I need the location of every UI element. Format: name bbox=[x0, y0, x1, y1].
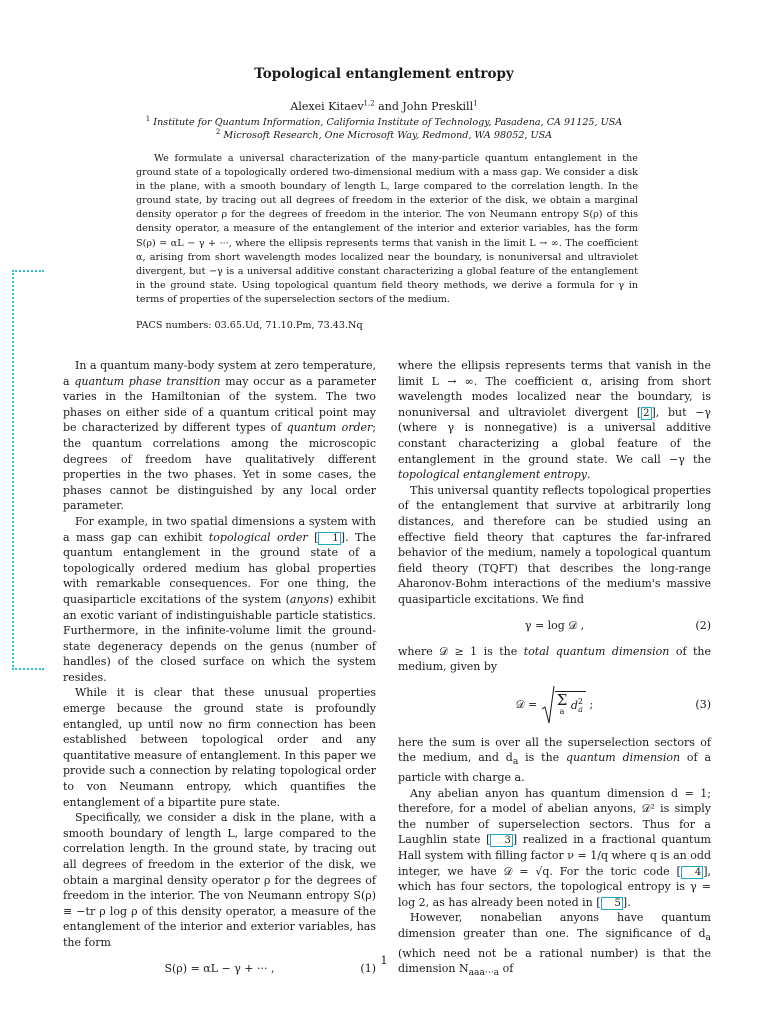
emphasis: quantum phase transition bbox=[74, 374, 221, 388]
text-run: may occur as a parameter varies in the Hamiltonian of the system. The two phases on either side of a quantum critical point may be characterized by different types of bbox=[63, 374, 377, 435]
paragraph: Specifically, we consider a disk in the plane, with a smooth boundary of length L, large compared to the correlation length. In the ground state, by tracing out all degrees of freedom in the exterior of the disk, we obtain a marginal density operator ρ for the degrees of freedom in the interior. The von Neumann entropy S(ρ) ≡ −tr ρ log ρ of this density operator, a measure of the entanglement of the interior and exterior variables, has the form bbox=[63, 811, 376, 949]
text-run: is the bbox=[518, 751, 567, 765]
equation-lhs: 𝒟 = bbox=[515, 697, 538, 711]
text-run: realized in a fractional quantum Hall system with filling factor ν = 1/q where q is an odd integer, we have 𝒟 = √q. For the toric code bbox=[398, 833, 711, 878]
text-run: However, nonabelian anyons have quantum dimension greater than one. The significance of d bbox=[398, 911, 711, 940]
radical-sign-icon bbox=[541, 685, 555, 725]
text-run: In a quantum many-body system at zero temperature, a bbox=[63, 359, 376, 388]
text-run: of a particle with charge a. bbox=[398, 751, 712, 785]
left-column bbox=[63, 358, 376, 987]
paper-title: Topological entanglement entropy bbox=[254, 66, 514, 82]
sum-symbol: Σ bbox=[556, 691, 568, 710]
equation-2 bbox=[398, 608, 711, 644]
sum-term: d bbox=[570, 699, 578, 713]
equation-3 bbox=[398, 675, 711, 735]
citation-link[interactable]: 3 bbox=[490, 834, 512, 847]
affiliation-2-sup: 2 bbox=[215, 127, 221, 136]
square-root bbox=[541, 685, 586, 725]
text-run: , but −γ (where γ is nonnegative) is a universal additive constant characterizing a global feature of the entanglement in the ground state. We call −γ the bbox=[398, 405, 712, 466]
subscript: aaa···a bbox=[468, 967, 500, 979]
text-run: of the medium, given by bbox=[398, 644, 711, 674]
equation-body: γ = log 𝒟 , bbox=[524, 618, 585, 632]
text-run: . bbox=[627, 895, 631, 909]
right-column bbox=[398, 358, 711, 981]
affiliation-2-text: Microsoft Research, One Microsoft Way, Redmond, WA 98052, USA bbox=[223, 130, 553, 141]
emphasis: total quantum dimension bbox=[523, 644, 670, 658]
text-run: ) exhibit an exotic variant of indistinguishable particle statistics. Furthermore, in the infinite-volume limit the ground-state degeneracy depends on the genus (number of handles) of the closed surface on which the system resides. bbox=[63, 592, 377, 684]
text-run: ; the quantum correlations among the microscopic degrees of freedom have qualitatively different properties in the two phases. Yet in some cases, the phases cannot be distinguished by any local order parameter. bbox=[63, 421, 376, 513]
paragraph: For example, in two spatial dimensions a system with a mass gap can exhibit topological order [ 1 ]. The quantum entanglement in the ground state of a topologically ordered medium has global properties with remarkable consequences. For one thing, the quasiparticle excitations of the system (anyons) exhibit an exotic variant of indistinguishable particle statistics. Furthermore, in the infinite-volume limit the ground-state degeneracy depends on the genus (number of handles) of the closed surface on which the system resides. bbox=[63, 514, 377, 684]
term-superscript: 2 bbox=[577, 697, 584, 707]
abstract: We formulate a universal characterization of the many-particle quantum entanglement in the ground state of a topologically ordered two-dimensional medium with a mass gap. We consider a disk in the plane, with a smooth boundary of length L, large compared to the correlation length. In the ground state, by tracing out all degrees of freedom in the exterior of the disk, we obtain a marginal density operator ρ for the degrees of freedom in the interior. The von Neumann entropy S(ρ) of this density operator, a measure of the entanglement of the interior and exterior variables, has the form S(ρ) = αL − γ + ···, where the ellipsis represents terms that vanish in the limit L → ∞. The coefficient α, arising from short wavelength modes localized near the boundary, is nonuniversal and ultraviolet divergent, but −γ is a universal additive constant characterizing a global feature of the entanglement in the ground state. Using topological quantum field theory methods, we derive a formula for γ in terms of properties of the superselection sectors of the medium. bbox=[136, 153, 638, 305]
text-run: where the ellipsis represents terms that vanish in the limit L → ∞. The coefficient α, arising from short wavelength modes localized near the boundary, is nonuniversal and ultraviolet divergent bbox=[398, 359, 711, 419]
equation-number: (3) bbox=[695, 697, 711, 711]
sum-index: a bbox=[559, 707, 565, 717]
term-indices bbox=[578, 698, 583, 714]
text-run: (which need not be a rational number) is that the dimension N bbox=[398, 946, 711, 976]
affiliation-1 bbox=[0, 114, 768, 128]
subscript: a bbox=[512, 756, 519, 768]
paragraph bbox=[398, 644, 711, 675]
paragraph bbox=[398, 910, 711, 981]
paragraph bbox=[63, 358, 376, 514]
text-run: For example, in two spatial dimensions a system with a mass gap can exhibit bbox=[63, 514, 376, 544]
equation-number: (2) bbox=[695, 618, 711, 632]
margin-annotation-box bbox=[12, 270, 44, 670]
text-run: where 𝒟 ≥ 1 is the bbox=[398, 644, 524, 658]
affiliation-1-sup: 1 bbox=[145, 114, 151, 123]
equation-tail: ; bbox=[589, 697, 594, 711]
text-run: here the sum is over all the superselection sectors of the medium, and d bbox=[398, 735, 711, 765]
emphasis: anyons bbox=[289, 592, 330, 606]
emphasis: quantum dimension bbox=[566, 751, 681, 765]
citation-link[interactable]: 5 bbox=[601, 897, 623, 910]
citation-link[interactable]: 2 bbox=[643, 407, 650, 419]
page-number: 1 bbox=[380, 954, 388, 967]
paragraph: While it is clear that these unusual properties emerge because the ground state is profoundly entangled, up until now no firm connection has been established between topological order and any quantitative measure of entanglement. In this paper we provide such a connection by relating topological order to von Neumann entropy, which quantifies the entanglement of a bipartite pure state. bbox=[63, 686, 376, 809]
text-run: . The quantum entanglement in the ground state of a topologically ordered medium has global properties with remarkable consequences. For one thing, the quasiparticle excitations of the system ( bbox=[63, 530, 376, 606]
emphasis: topological order bbox=[208, 530, 308, 544]
text-run: of bbox=[499, 962, 514, 976]
equation-number: (1) bbox=[360, 961, 376, 975]
author2-affil-sup: 1 bbox=[473, 99, 478, 108]
equation-body: S(ρ) = αL − γ + ··· , bbox=[164, 961, 275, 975]
affiliation-1-text: Institute for Quantum Information, California Institute of Technology, Pasadena, CA 91125, USA bbox=[153, 117, 623, 128]
summation bbox=[556, 691, 568, 718]
pacs-numbers: PACS numbers: 03.65.Ud, 71.10.Pm, 73.43.Nq bbox=[136, 320, 363, 331]
paragraph bbox=[398, 735, 711, 786]
emphasis: topological entanglement entropy bbox=[398, 468, 587, 482]
author-kitaev: Alexei Kitaev bbox=[290, 100, 364, 113]
paragraph: where the ellipsis represents terms that vanish in the limit L → ∞. The coefficient α, arising from short wavelength modes localized near the boundary, is nonuniversal and ultraviolet divergent [ 2 ], but −γ (where γ is nonnegative) is a universal additive constant characterizing a global feature of the entanglement in the ground state. We call −γ the topological entanglement entropy. bbox=[398, 359, 712, 482]
term-subscript: a bbox=[578, 705, 583, 715]
author-line bbox=[0, 100, 768, 113]
subscript: a bbox=[705, 932, 711, 944]
paragraph: This universal quantity reflects topological properties of the entanglement that survive at arbitrarily long distances, and therefore can be studied using an effective field theory that captures the far-infrared behavior of the medium, namely a topological quantum field theory (TQFT) that describes the long-range Aharonov-Bohm interactions of the medium's massive quasiparticle excitations. We find bbox=[398, 483, 711, 606]
text-run: , which has four sectors, the topological entropy is γ = log 2, as has already been noted in bbox=[398, 864, 711, 909]
citation-link[interactable]: 4 bbox=[681, 866, 703, 879]
equation-body bbox=[398, 675, 711, 735]
author-preskill: and John Preskill bbox=[374, 100, 474, 113]
paragraph: Any abelian anyon has quantum dimension d = 1; therefore, for a model of abelian anyons, 𝒟² is simply the number of superselection sectors. Thus for a Laughlin state [ 3 ] realized in a fractional quantum Hall system with filling factor ν = 1/q where q is an odd integer, we have 𝒟 = √q. For the toric code [ 4 ], which has four sectors, the topological entropy is γ = log 2, as has already been noted in [ 5 ]. bbox=[398, 786, 711, 909]
citation-link[interactable]: 1 bbox=[318, 532, 340, 545]
text-run: Any abelian anyon has quantum dimension d = 1; therefore, for a model of abelian anyons, 𝒟² is simply the number of superselection sectors. Thus for a Laughlin state bbox=[398, 786, 711, 847]
emphasis: quantum order bbox=[286, 421, 373, 435]
author1-affil-sup: 1,2 bbox=[363, 99, 375, 108]
radicand bbox=[555, 691, 586, 718]
affiliation-2 bbox=[0, 127, 768, 141]
text-run: . bbox=[586, 468, 591, 482]
